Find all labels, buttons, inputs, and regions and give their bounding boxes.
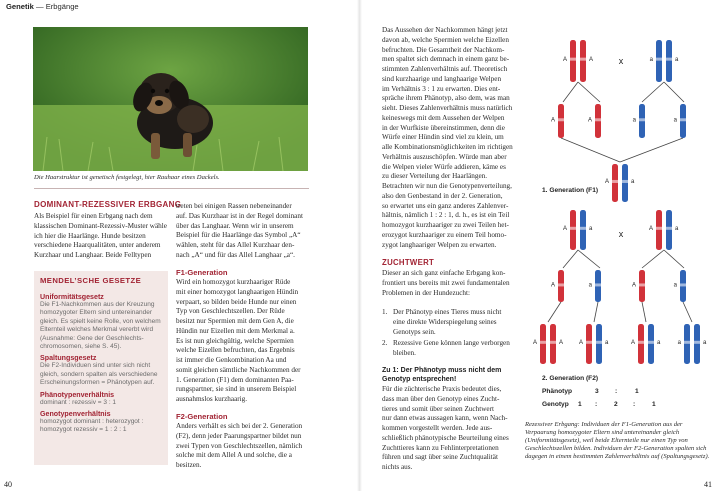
allele-label: a — [673, 117, 677, 124]
phenotype-ratio-value: 1 — [635, 388, 639, 395]
centromere — [550, 341, 556, 344]
text-line: Die F2-Individuen sind unter sich nicht — [40, 362, 151, 370]
genotype-ratio-colon: : — [595, 401, 598, 408]
text-line: davon ab, welche Spermien welche Eizellen — [382, 35, 509, 44]
page-gutter — [357, 0, 362, 491]
text-line: Zuchttieres kann zu Fehlinterpretationen — [382, 443, 499, 452]
f2-heading: F2-Generation — [176, 412, 228, 421]
text-line: eine direkte Widerspiegelung seines — [393, 317, 497, 326]
text-line: nur dann etwas aussagen kann, wenn Nach- — [382, 414, 508, 423]
text-line: gleich, sondern spalten als verschiedene — [40, 370, 158, 378]
phenotype-label: Phänotyp — [542, 388, 573, 395]
chromosome — [580, 40, 586, 82]
centromere — [680, 118, 686, 121]
text-line: Anders verhält es sich bei der 2. Generation — [176, 422, 303, 430]
centromere — [595, 283, 601, 286]
text-line: Verhältnis auszuschöpfen. Würde man aber — [382, 152, 507, 161]
text-line: keineswegs mit dem Aussehen der Welpen — [382, 113, 505, 122]
text-line: men spaltet sich demnach in einem ganz be- — [382, 55, 510, 64]
text-line: Kurzhaar und Langhaar. Beide Felltypen — [34, 251, 152, 259]
centromere — [558, 118, 564, 121]
text-line: homozygot dominant : heterozygot : — [40, 418, 144, 426]
text-line: hältnis, nämlich 1 : 2 : 1, d. h., es ist ein Teil — [382, 211, 510, 220]
centromere — [639, 118, 645, 121]
text-line: frontiert uns bereits mit zwei fundamentalen — [382, 278, 510, 287]
text-line: Der Phänotyp eines Tieres muss nicht — [393, 308, 502, 316]
text-line: Zu 1: Der Phänotyp muss nicht dem — [382, 367, 502, 374]
text-line: mit einer homozygot langhaarigen Hündin — [176, 287, 299, 296]
text-line: nach „A“ und für das Allel Langhaar „a“. — [176, 250, 295, 259]
text-line: Genotyps sein. — [393, 327, 436, 336]
text-line: in der Wurfkiste übereinstimmen, denn die — [382, 123, 505, 132]
divider — [34, 188, 309, 189]
allele-label: a — [632, 117, 636, 124]
text-line: chromosomen, siehe S. 45). — [40, 343, 122, 351]
chromosome — [586, 324, 592, 364]
text-line: verpaart, so bilden beide Hunde nur einen — [176, 297, 297, 306]
connector-line — [664, 250, 684, 268]
right-col-top-text — [382, 26, 522, 250]
chromosome — [580, 210, 586, 250]
allele-label: A — [604, 179, 609, 186]
chromosome — [550, 324, 556, 364]
text-line: Erscheinungsformen = Phänotypen auf. — [40, 379, 155, 387]
genotype-ratio-value: 1 — [578, 401, 582, 408]
chromosome — [612, 164, 618, 202]
centromere — [570, 58, 576, 61]
chromosomes — [533, 40, 707, 364]
centromere — [639, 283, 645, 286]
cross-symbol-parents: x — [618, 56, 624, 66]
connector-line — [664, 82, 684, 102]
gen2-label: 2. Generation (F2) — [542, 375, 599, 382]
col1-text — [34, 212, 174, 261]
connector-line — [563, 82, 578, 102]
allele-label: a — [673, 282, 677, 289]
allele-label: A — [630, 340, 635, 346]
allele-label: a — [657, 340, 661, 346]
text-line: befruchten. Die Gesamtheit der Nachkom- — [382, 45, 505, 54]
centromere — [622, 180, 628, 183]
text-line: ich hier die Haarlänge. Hunde besitzen — [34, 231, 146, 240]
chromosome — [656, 40, 662, 82]
dog-photo — [33, 27, 308, 171]
text-line: Rezessive Gene können lange verborgen — [393, 339, 510, 348]
centromere — [684, 341, 690, 344]
zu1-text — [382, 385, 522, 473]
header-dash: — — [35, 2, 44, 11]
text-line: erozygot kurzhaariger zu einem Teil homo- — [382, 230, 507, 239]
text-line: bleiben. — [393, 349, 416, 357]
chromosome — [638, 324, 644, 364]
allele-label: A — [589, 56, 594, 63]
text-line: führen und sagt über seine Zuchtqualität — [382, 453, 498, 462]
text-line: besitzen. — [176, 461, 202, 469]
chromosome — [570, 40, 576, 82]
text-line: Wird ein homozygot kurzhaariger Rüde — [176, 278, 291, 286]
text-line: alle Kombinationsmöglichkeiten im richtigen — [382, 143, 513, 151]
box-heading: Genotypenverhältnis — [40, 410, 111, 419]
text-line: Problemen in der Hundezucht: — [382, 288, 471, 297]
text-line: Betrachten wir nun die Genotypenverteilung, — [382, 182, 512, 190]
text-line: Es ist nun gleichgültig, welche Spermien — [176, 336, 294, 345]
text-line: zygot langhaariger Welpen zu erwarten. — [382, 240, 497, 249]
chromosome — [694, 324, 700, 364]
connector-lines — [548, 82, 692, 322]
chromosome — [666, 40, 672, 82]
text-line: so erwartet uns ein ganz anderes Zahlenver- — [382, 201, 509, 210]
text-line: klassischen Dominant-Rezessiv-Muster wähle — [34, 221, 167, 230]
photo-caption: Die Haarstruktur ist genetisch festgelegt, hier Rauhaar eines Dackels. — [34, 174, 220, 181]
allele-label: a — [703, 340, 707, 346]
section-title: Genetik — [6, 2, 34, 11]
connector-line — [561, 138, 620, 162]
allele-label: A — [562, 56, 567, 63]
text-line: stimmten Zahlenverhältnis auf. Theoretisch — [382, 65, 508, 73]
box-text — [40, 301, 166, 351]
text-line: tieres und somit über seinen Zuchtwert — [382, 404, 494, 413]
text-line: Typ von Geschlechtszellen. Der Rüde — [176, 307, 285, 316]
gen1-label: 1. Generation (F1) — [542, 187, 599, 194]
box-heading: Uniformitätsgesetz — [40, 293, 104, 301]
zuchtwert-text — [382, 269, 522, 298]
text-line: im Verhältnis 3 : 1 zu erwarten. Dies ent- — [382, 84, 501, 93]
connector-line — [642, 302, 646, 322]
text-line: (F2), denn jeder Paarungspartner bildet nun — [176, 431, 302, 440]
text-line: somit gleichen sämtliche Nachkommen der — [176, 365, 301, 374]
text-line: homozygot rezessiv = 1 : 2 : 1 — [40, 426, 127, 434]
box-text — [40, 362, 166, 387]
allele-label: a — [649, 56, 653, 63]
box-text — [40, 418, 166, 435]
allele-label: A — [578, 340, 583, 346]
text-line: zwei Typen von Geschlechtszellen, nämlich — [176, 441, 303, 450]
text-line: zu dieser Verteilung der Haarlängen. — [382, 172, 488, 181]
text-line: Das Aussehen der Nachkommen hängt jetzt — [382, 26, 508, 34]
inheritance-diagram — [528, 22, 714, 420]
allele-label: a — [605, 340, 609, 346]
chromosome — [656, 210, 662, 250]
text-line: dominant : rezessiv = 3 : 1 — [40, 398, 117, 406]
list-number: 1. — [382, 308, 388, 316]
allele-label: A — [648, 226, 653, 232]
connector-line — [642, 250, 664, 268]
chromosome — [648, 324, 654, 364]
page-number-left: 40 — [4, 480, 12, 489]
connector-line — [683, 302, 692, 322]
genotype-ratio-value: 1 — [652, 401, 656, 408]
list-item — [382, 308, 522, 337]
connector-line — [578, 82, 600, 102]
text-line: rungspartner, sie sind in unserem Beispiel — [176, 385, 297, 394]
genotype-label: Genotyp — [542, 401, 569, 408]
subsection-title: Erbgänge — [45, 2, 79, 11]
text-line: ausnahmslos kurzhaarig. — [176, 395, 248, 403]
zu1-heading — [382, 366, 522, 384]
f1-heading: F1-Generation — [176, 268, 228, 277]
connector-line — [563, 250, 578, 268]
allele-label: a — [675, 56, 679, 63]
text-line: Genotyp entsprechen! — [382, 376, 457, 384]
text-line: schließlich phänotypische Beurteilung eines — [382, 433, 509, 442]
connector-line — [642, 82, 664, 102]
mendel-laws-box — [34, 271, 168, 465]
chromosome — [622, 164, 628, 202]
centromere — [666, 58, 672, 61]
text-line: welche Eizellen befruchten, das Ergebnis — [176, 346, 295, 355]
text-line: ist immer die Genkombination Aa und — [176, 356, 287, 364]
centromere — [580, 227, 586, 230]
text-line: kommen vorgestellt werden. Jede aus- — [382, 424, 493, 432]
allele-label: a — [588, 282, 592, 289]
allele-label: a — [589, 226, 593, 232]
cross-symbol-f1: x — [618, 229, 624, 239]
text-line: Elternteil welches Merkmal vererbt wird — [40, 326, 154, 334]
centromere — [570, 227, 576, 230]
running-header — [6, 2, 79, 11]
box-title: MENDEL’SCHE GESETZE — [40, 276, 142, 285]
text-line: Als Beispiel für einen Erbgang nach dem — [34, 212, 153, 220]
box-text — [40, 399, 166, 407]
f1-text — [176, 278, 318, 405]
text-line: Beispiel für die Haarlänge das Symbol „A“ — [176, 231, 301, 240]
text-line: Dieser an sich ganz einfache Erbgang kon- — [382, 269, 506, 277]
text-line: wählen, steht für das Allel Kurzhaar den- — [176, 241, 295, 249]
centromere — [596, 341, 602, 344]
centromere — [656, 227, 662, 230]
allele-label: A — [550, 117, 555, 124]
text-line: nichts aus. — [382, 463, 413, 471]
centromere — [558, 283, 564, 286]
centromere — [638, 341, 644, 344]
list-item — [382, 339, 522, 359]
text-line: dass man über den Genotyp eines Zucht- — [382, 394, 500, 403]
centromere — [648, 341, 654, 344]
list-number: 2. — [382, 339, 388, 348]
centromere — [694, 341, 700, 344]
text-line: 1. Generation (F1) dem dominanten Paa- — [176, 375, 294, 384]
zuchtwert-heading: ZUCHTWERT — [382, 258, 435, 267]
centromere — [680, 283, 686, 286]
allele-label: a — [677, 340, 681, 346]
box-heading: Spaltungsgesetz — [40, 354, 97, 363]
text-line: Die F1-Nachkommen aus der Kreuzung — [40, 301, 155, 308]
text-line: gleich. Es spielt keine Rolle, von welchem — [40, 317, 161, 325]
text-line: besitzt nur Spermien mit dem Gen A, die — [176, 317, 294, 325]
box-heading: Phänotypenverhältnis — [40, 390, 115, 399]
text-line: Hündin nur Eizellen mit dem Merkmal a. — [176, 326, 295, 335]
text-line: Würfe einer Hündin sind viel zu klein, um — [382, 133, 504, 142]
allele-label: A — [587, 117, 592, 124]
text-line: solche mit dem Allel A und solche, die a — [176, 451, 292, 460]
allele-label: a — [631, 179, 635, 186]
diagram-svg — [528, 22, 714, 420]
chromosome — [684, 324, 690, 364]
connector-line — [578, 250, 600, 268]
phenotype-ratio-value: 3 — [595, 388, 599, 395]
phenotype-ratio-colon: : — [615, 388, 618, 395]
allele-label: A — [562, 226, 567, 232]
allele-label: A — [559, 340, 564, 346]
connector-line — [594, 302, 598, 322]
text-line: treten bei einigen Rassen nebeneinander — [176, 202, 292, 210]
text-line: spräche ihrem Phänotyp, also dem, was man — [382, 94, 510, 103]
allele-label: a — [675, 226, 679, 232]
chromosome — [570, 210, 576, 250]
centromere — [666, 227, 672, 230]
centromere — [612, 180, 618, 183]
text-line: also den Genbestand in der 2. Generation, — [382, 191, 503, 200]
f2-text — [176, 422, 318, 471]
text-line: Für die züchterische Praxis bedeutet dies, — [382, 385, 502, 393]
chromosome — [540, 324, 546, 364]
centromere — [586, 341, 592, 344]
col2-intro — [176, 202, 316, 261]
genotype-ratio-value: 2 — [614, 401, 618, 408]
text-line: verschiedene Haarqualitäten, unter anderem — [34, 241, 161, 250]
connector-line — [620, 138, 683, 162]
problem-list — [382, 308, 522, 359]
text-line: homozygoter Eltern sind untereinander — [40, 309, 153, 317]
allele-label: A — [550, 282, 555, 289]
centromere — [540, 341, 546, 344]
centromere — [580, 58, 586, 61]
centromere — [595, 118, 601, 121]
diagram-caption: Rezessiver Erbgang: Individuen der F1-Generation aus der Verpaarung homozygoter Eltern sind untereinander gleich (Uniformitätsgesetz), weil beide Elternteile nur einen Typ von Geschlechtszellen bilden. Individuen der F2-Generation spalten sich dagegen in einem bestimmten Zahlenverhältnis auf (Spaltungsgesetz). — [525, 421, 710, 461]
connector-line — [548, 302, 561, 322]
text-line: auf. Das Kurzhaar ist in der Regel dominant — [176, 211, 303, 220]
centromere — [656, 58, 662, 61]
text-line: sieht. Dieses Zahlenverhältnis muss natürlich — [382, 104, 513, 112]
page-number-right: 41 — [704, 480, 712, 489]
text-line: homozygot kurzhaariger zu zwei Teilen het- — [382, 221, 509, 229]
text-line: sind kurzhaarige und langhaarige Welpen — [382, 74, 502, 83]
allele-label: A — [631, 282, 636, 289]
genotype-ratio-colon: : — [633, 401, 636, 408]
text-line: die Welpen vieler Würfe addieren, käme es — [382, 162, 506, 171]
allele-label: A — [532, 340, 537, 346]
section-heading-dominant: DOMINANT-REZESSIVER ERBGANG — [34, 200, 182, 209]
text-line: über das Langhaar. Wenn wir in unserem — [176, 221, 294, 230]
chromosome — [596, 324, 602, 364]
text-line: (Ausnahme: Gene der Geschlechts- — [40, 334, 144, 342]
chromosome — [666, 210, 672, 250]
